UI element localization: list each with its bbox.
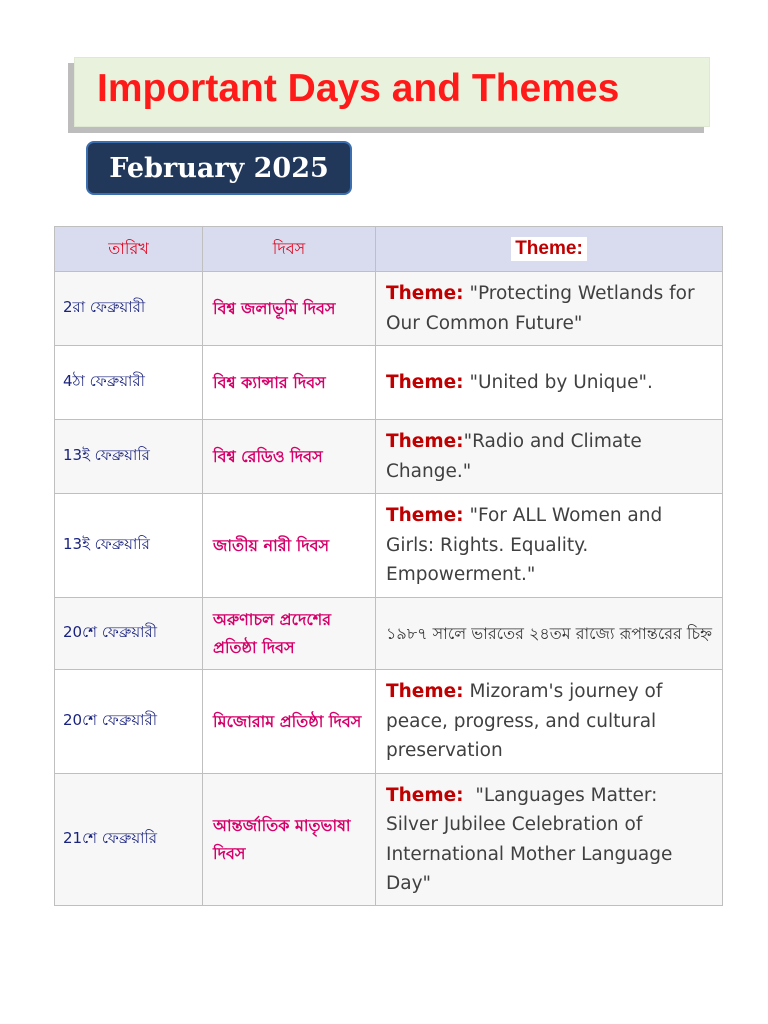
date-cell: 13ই ফেব্রুয়ারি: [55, 420, 203, 494]
date-cell: 20শে ফেব্রুয়ারী: [55, 598, 203, 670]
theme-label: Theme:: [386, 283, 464, 304]
table-row: [55, 420, 723, 494]
day-cell: বিশ্ব রেডিও দিবস: [203, 420, 376, 494]
theme-label: Theme:: [386, 431, 464, 452]
theme-cell: [376, 598, 723, 670]
month-label: February 2025: [109, 152, 329, 184]
theme-text: "United by Unique".: [469, 371, 653, 393]
theme-label: Theme:: [386, 784, 464, 806]
theme-cell: [376, 346, 723, 420]
theme-cell: [376, 774, 723, 906]
day-cell: অরুণাচল প্রদেশের প্রতিষ্ঠা দিবস: [203, 598, 376, 670]
table-row: [55, 494, 723, 598]
theme-label: Theme:: [386, 371, 464, 393]
theme-cell: [376, 670, 723, 774]
table-header-row: [55, 227, 723, 272]
theme-label: Theme:: [386, 505, 464, 527]
theme-label: Theme:: [386, 681, 464, 703]
date-cell: 20শে ফেব্রুয়ারী: [55, 670, 203, 774]
month-badge: [86, 141, 352, 195]
header-date: তারিখ: [55, 227, 203, 272]
date-cell: 21শে ফেব্রুয়ারি: [55, 774, 203, 906]
title-banner: [74, 57, 710, 127]
theme-text: "Languages Matter: Silver Jubilee Celebration of International Mother Language Day": [386, 784, 673, 894]
day-cell: মিজোরাম প্রতিষ্ঠা দিবস: [203, 670, 376, 774]
theme-cell: [376, 272, 723, 346]
header-theme: Theme:: [376, 227, 723, 272]
day-cell: বিশ্ব ক্যান্সার দিবস: [203, 346, 376, 420]
theme-text: "Protecting Wetlands for Our Common Future": [386, 283, 695, 334]
date-cell: 13ই ফেব্রুয়ারি: [55, 494, 203, 598]
important-days-table: [54, 226, 723, 906]
header-day: দিবস: [203, 227, 376, 272]
day-cell: জাতীয় নারী দিবস: [203, 494, 376, 598]
day-cell: আন্তর্জাতিক মাতৃভাষা দিবস: [203, 774, 376, 906]
table-row: [55, 346, 723, 420]
theme-text: ১৯৮৭ সালে ভারতের ২৪তম রাজ্যে রূপান্তরের চিহ্ন: [386, 623, 713, 643]
date-cell: 4ঠা ফেব্রুয়ারী: [55, 346, 203, 420]
theme-text: "Radio and Climate Change.": [386, 431, 642, 482]
table-row: [55, 598, 723, 670]
page-title: Important Days and Themes: [97, 67, 620, 110]
date-cell: 2রা ফেব্রুয়ারী: [55, 272, 203, 346]
theme-text: "For ALL Women and Girls: Rights. Equality. Empowerment.": [386, 505, 663, 586]
table-row: [55, 272, 723, 346]
theme-cell: [376, 420, 723, 494]
theme-cell: [376, 494, 723, 598]
table-row: [55, 774, 723, 906]
theme-text: Mizoram's journey of peace, progress, and cultural preservation: [386, 681, 663, 762]
day-cell: বিশ্ব জলাভূমি দিবস: [203, 272, 376, 346]
table-row: [55, 670, 723, 774]
